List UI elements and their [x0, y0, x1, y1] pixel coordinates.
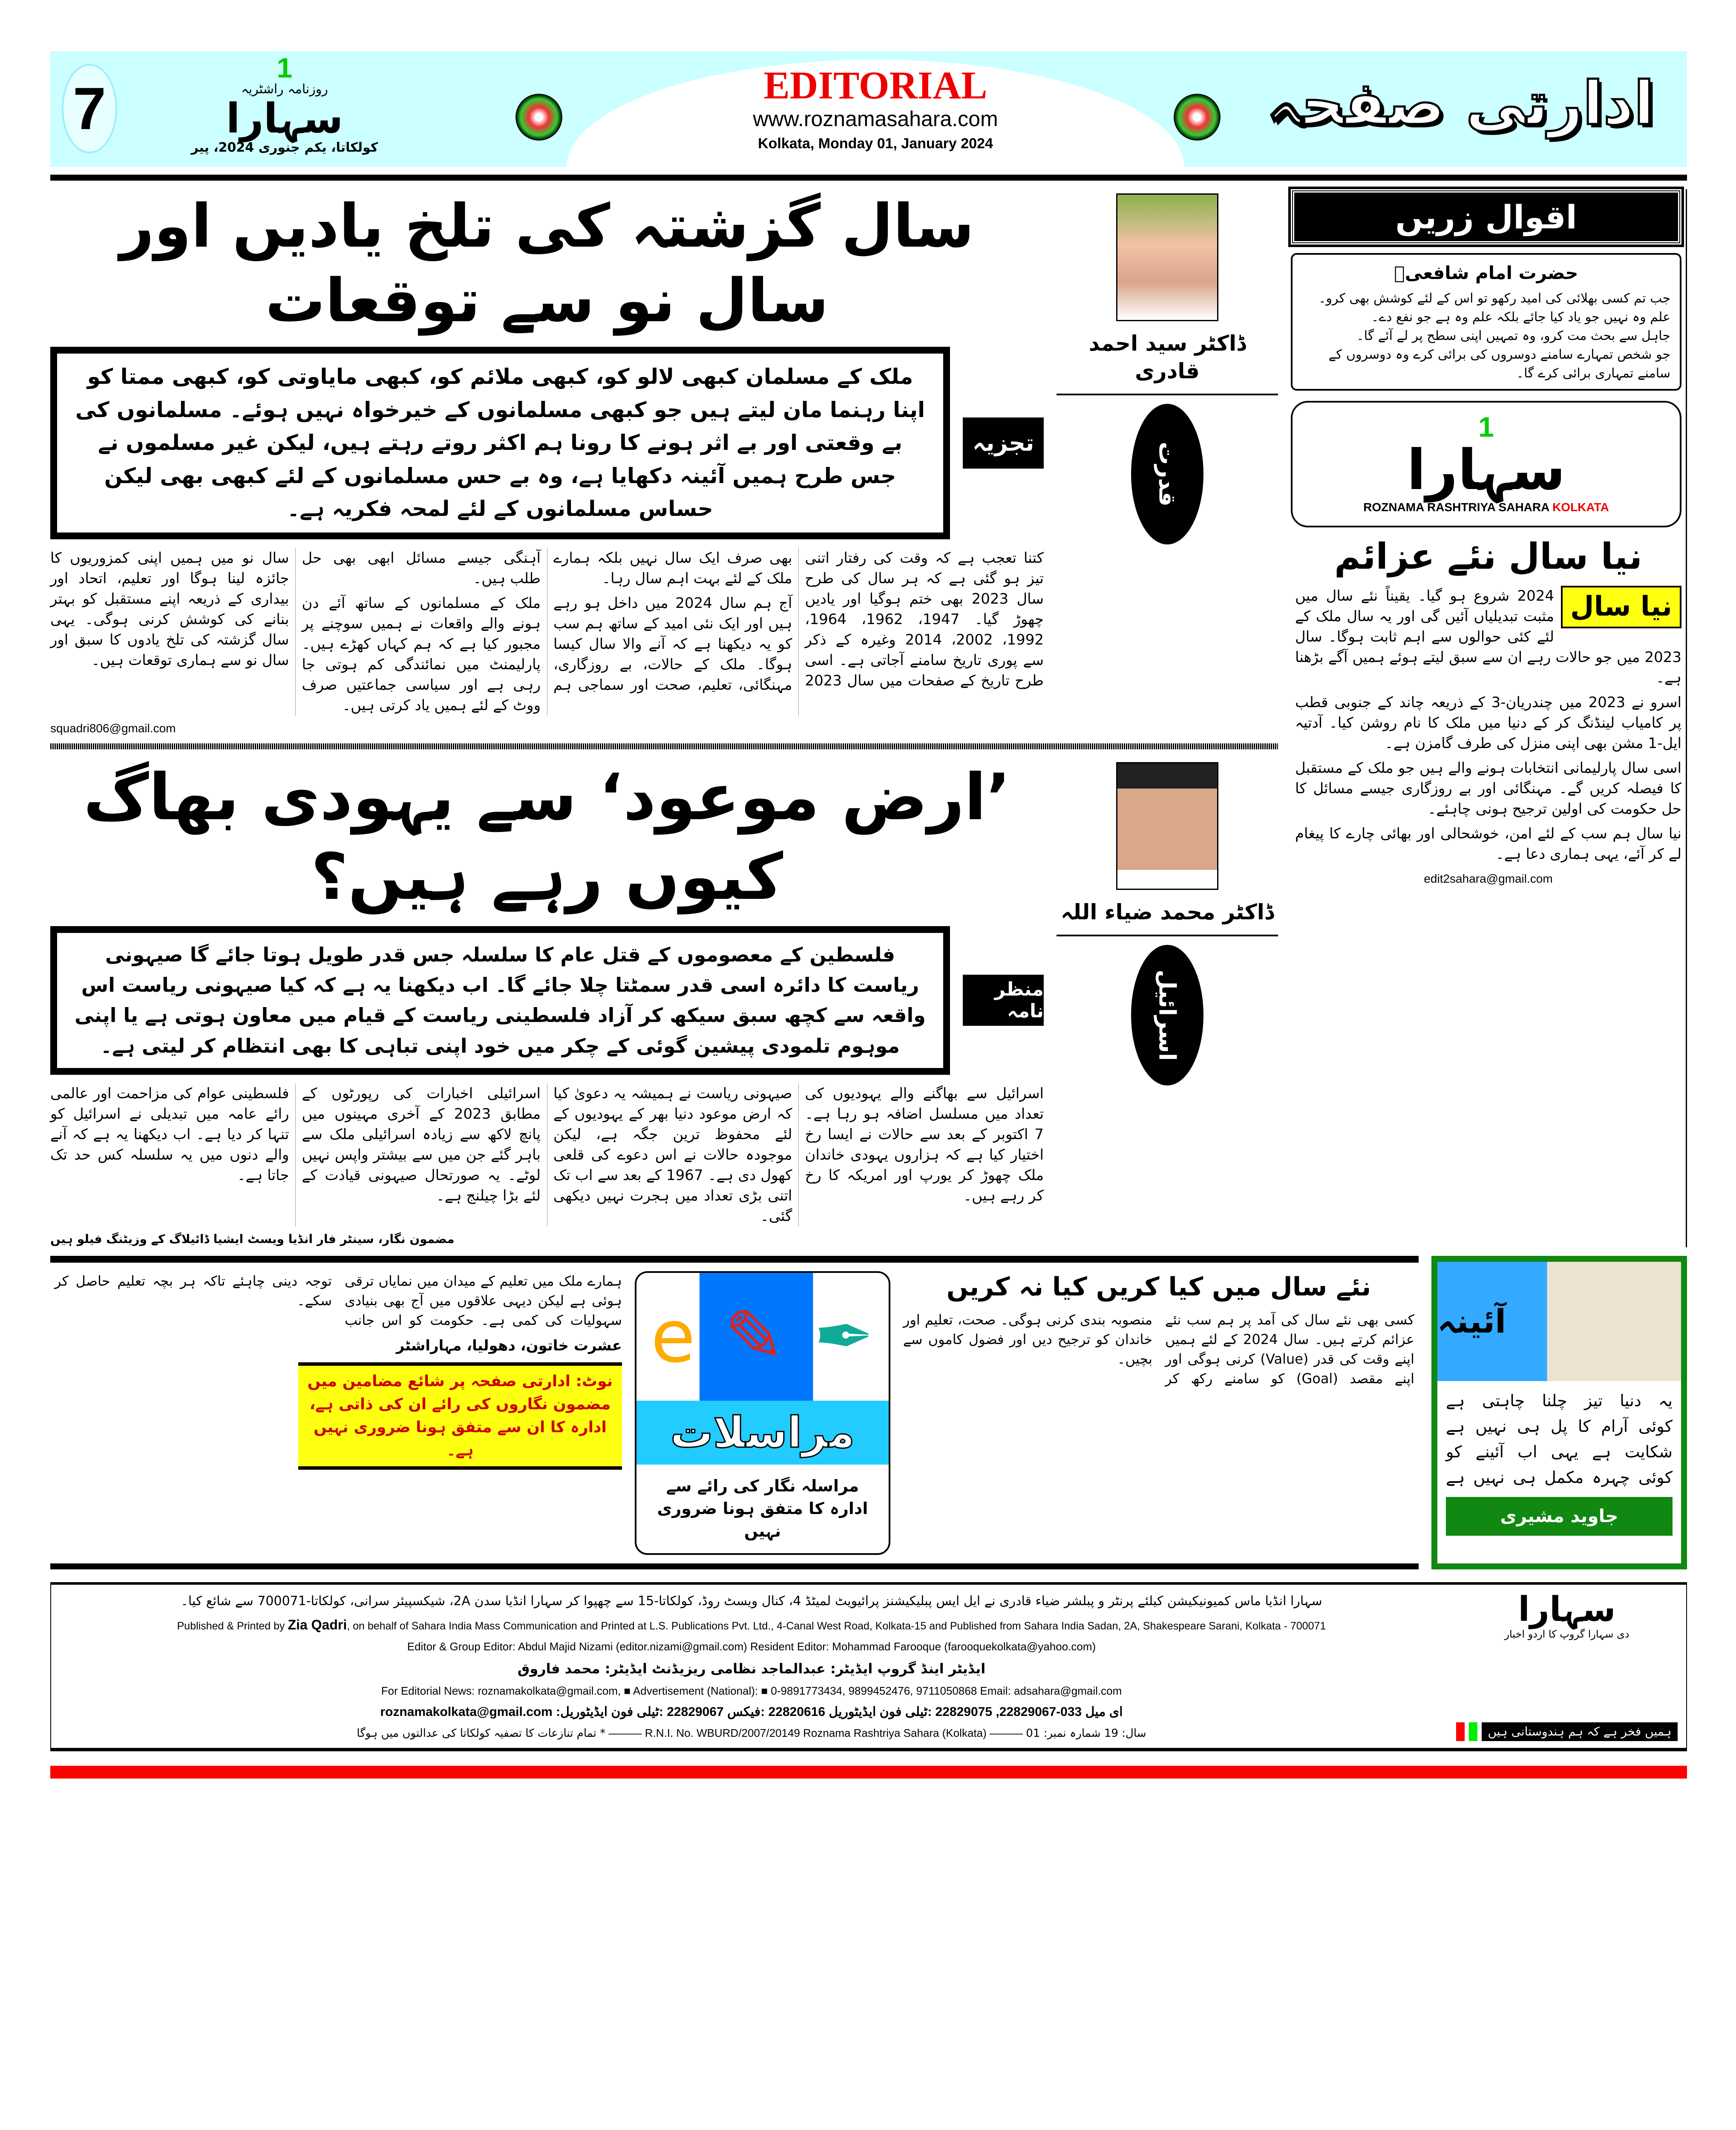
poet-photo [1437, 1262, 1681, 1381]
paragraph: ملک کے مسلمانوں کے ساتھ آئے دن ہونے والے واقعات نے ہمیں سوچنے پر مجبور کیا ہے کہ ہم کہاں کھڑے ہیں۔ پارلیمنٹ میں نمائندگی کم ہوتی جا رہی ہے اور سیاسی جماعتیں صرف ووٹ کے لئے ہمیں یاد کرتی ہیں۔ [302, 594, 541, 714]
flag-stripe [1469, 1722, 1477, 1741]
editorial-body [1291, 586, 1686, 864]
poet-name: جاوید مشیری [1446, 1497, 1673, 1536]
starburst-icon [515, 94, 562, 141]
letters-illustration [636, 1273, 889, 1401]
urdu-date: کولکاتا، یکم جنوری 2024، پیر [191, 140, 378, 155]
article2 [50, 758, 1278, 1247]
tagline: ہمیں فخر ہے کہ ہم ہندوستانی ہیں [1482, 1722, 1678, 1741]
article1-headline: سال گزشتہ کی تلخ یادیں اور سال نو سے توقعات [120, 192, 974, 336]
author-name: ڈاکٹر محمد ضیاء اللہ [1060, 899, 1274, 924]
resolutions-body [903, 1310, 1414, 1388]
logo-tagline: روزنامہ راشٹریہ [241, 82, 328, 97]
article1 [50, 189, 1278, 737]
browser-icon: e [651, 1295, 696, 1379]
letters-column [55, 1271, 622, 1555]
author-column [1057, 189, 1278, 737]
quote-item: جب تم کسی بھلائی کی امید رکھو تو اس کے لئے کوشش بھی کرو۔ [1318, 291, 1670, 306]
editorial-note: نوٹ: ادارتی صفحہ پر شائع مضامین میں مضمون نگاروں کی رائے ان کی ذاتی ہے، ادارہ کا ان سے متفق ہونا ضروری نہیں ہے۔ [298, 1362, 622, 1470]
editorial-email[interactable]: edit2sahara@gmail.com [1424, 872, 1553, 886]
poem [1437, 1381, 1681, 1497]
flag-stripe [1456, 1722, 1465, 1741]
resolutions-article [903, 1271, 1414, 1555]
author-column [1057, 758, 1278, 1247]
paragraph: 2024 شروع ہو گیا۔ یقیناً نئے سال میں مثبت تبدیلیاں آئیں گی اور یہ سال ملک کے لئے کئی حوالوں سے اہم ثابت ہوگا۔ سال 2023 میں جو حالات رہے ان سے سبق لیتے ہوئے ہمیں آگے بڑھنا ہے۔ [1295, 587, 1681, 687]
article2-main [50, 758, 1044, 1247]
logo-city: KOLKATA [1552, 501, 1609, 514]
letters-box [635, 1271, 890, 1555]
logo-name: سہارا [226, 95, 343, 142]
quotes-title: اقوال زریں [1291, 189, 1681, 245]
anniversary-mark: 1 [276, 52, 293, 83]
content-grid [50, 189, 1687, 1247]
paragraph: کتنا تعجب ہے کہ وقت کی رفتار اتنی تیز ہو گئی ہے کہ ہر سال کی طرح سال 2023 بھی ختم ہوگیا اور یادیں چھوڑ گیا۔ 1947، 1962، 1964، 1992، 2002، 2014 وغیرہ کے ذکر سے پوری تاریخ سامنے آجاتی ہے۔ اسی طرح تاریخ کے صفحات میں سال 2023 بھی صرف ایک سال نہیں بلکہ ہمارے ملک کے لئے بہت اہم سال رہا۔ [553, 549, 1044, 689]
poem-line: یہ دنیا تیز چلنا چاہتی ہے [1446, 1391, 1673, 1410]
sahara-logo [165, 54, 404, 155]
author-photo [1116, 762, 1218, 890]
author-note: مضمون نگار، سینٹر فار انڈیا ویسٹ ایشیا ڈائیلاگ کے وزیٹنگ فیلو ہیں [50, 1232, 455, 1246]
dateline: Kolkata, Monday 01, January 2024 [758, 135, 993, 152]
aina-title: آئینہ [1437, 1302, 1506, 1340]
pride-banner [1456, 1722, 1678, 1741]
article2-headline: ’ارض موعود‘ سے یہودی بھاگ کیوں رہے ہیں؟ [83, 760, 1011, 915]
author-photo [1116, 193, 1218, 321]
masthead [50, 51, 1687, 167]
imprint-lines [60, 1592, 1443, 1741]
author-name: ڈاکٹر سید احمد قادری [1088, 331, 1246, 383]
page-number: 7 [62, 64, 117, 153]
letters-body [55, 1271, 622, 1330]
footer-logo-column [1456, 1589, 1678, 1741]
letters-title: مراسلات [636, 1401, 889, 1465]
poem-line: کوئی آرام کا پل ہی نہیں ہے [1446, 1417, 1673, 1436]
publisher-name: Zia Qadri [288, 1617, 347, 1632]
paragraph: اسرو نے 2023 میں چندریان-3 کے ذریعہ چاند کے جنوبی قطب پر کامیاب لینڈنگ کر کے دنیا میں ملک کا نام روشن کیا۔ آدتیہ ایل-1 مشن بھی اپنی منزل کی طرف گامزن ہے۔ [1295, 694, 1681, 752]
rni-number: R.N.I. No. WBURD/2007/20149 Roznama Rashtriya Sahara (Kolkata) [645, 1727, 987, 1740]
rni-line: * تمام تنازعات کا تصفیہ کولکاتا کی عدالتوں میں ہوگا ——— R.N.I. No. WBURD/2007/20149 Roznama Rashtriya Sahara (Kolkata) ——— سال: 19 شمارہ نمبر: 01 [60, 1726, 1443, 1741]
bottom-section [50, 1256, 1687, 1569]
publisher-address: , on behalf of Sahara India Mass Communication and Printed at L.S. Publications Pvt. Ltd., 4-Canal West Road, Kolkata-15 and Published from Sahara India Sadan, 2A, Shakespeare Sarani, Kolkata - 700071 [347, 1620, 1326, 1632]
editor-line: Editor & Group Editor: Abdul Majid Nizami (editor.nizami@gmail.com) Resident Editor: Mohammad Farooque (farooquekolkata@yahoo.com) [407, 1640, 1096, 1653]
poem-line: کوئی چہرہ مکمل ہی نہیں ہے [1446, 1468, 1673, 1487]
paragraph: آج ہم سال 2024 میں داخل ہو رہے ہیں اور ایک نئی امید کے ساتھ ہم سب کو یہ دیکھنا ہے کہ آنے والا سال کیسا ہوگا۔ ملک کے حالات، بے روزگاری، مہنگائی، تعلیم، صحت اور سماجی ہم آہنگی جیسے مسائل ابھی بھی حل طلب ہیں۔ [302, 549, 792, 694]
bottom-bar [50, 1766, 1687, 1779]
lead-row [50, 926, 1044, 1075]
paragraph: ہمارے ملک میں تعلیم کے میدان میں نمایاں ترقی ہوئی ہے لیکن دیہی علاقوں میں آج بھی بنیادی سہولیات کی کمی ہے۔ حکومت کو اس جانب توجہ دینی چاہئے تاکہ ہر بچہ تعلیم حاصل کر سکے۔ [55, 1273, 622, 1329]
paragraph: اسرائیلی اخبارات کی رپورٹوں کے مطابق 2023 کے آخری مہینوں میں پانچ لاکھ سے زیادہ اسرائیلی ملک سے باہر گئے جن میں سے بیشتر واپس نہیں لوٹے۔ یہ صورتحال صیہونی قیادت کے لئے بڑا چیلنج ہے۔ [302, 1085, 541, 1204]
section-label: منظر نامہ [963, 975, 1044, 1026]
divider [1057, 935, 1278, 936]
paragraph: کسی بھی نئے سال کی آمد پر ہم سب نئے عزائم کرتے ہیں۔ سال 2024 کے لئے ہمیں اپنے وقت کی قدر (Value) کرنی ہوگی اور اپنے مقصد (Goal) کو سامنے رکھ کر منصوبہ بندی کرنی ہوگی۔ صحت، تعلیم اور خاندان کو ترجیح دیں اور فضول کاموں سے بچیں۔ [903, 1312, 1415, 1387]
logo-caption: دی سہارا گروپ کا اردو اخبار [1504, 1628, 1629, 1640]
imprint [50, 1582, 1687, 1752]
starburst-icon [1174, 94, 1221, 141]
legal-note: * تمام تنازعات کا تصفیہ کولکاتا کی عدالتوں میں ہوگا [357, 1727, 606, 1740]
quote-item: علم وہ نہیں جو یاد کیا جائے بلکہ علم وہ ہے جو نفع دے۔ [1371, 309, 1670, 325]
pen-icon: ✎ [724, 1295, 785, 1379]
paragraph: نیا سال ہم سب کے لئے امن، خوشحالی اور بھائی چارے کا پیغام لے کر آئے، یہی ہماری دعا ہے۔ [1295, 825, 1681, 863]
editorial-title: نیا سال نئے عزائم [1334, 535, 1643, 578]
quote-item: جو شخص تمہارے سامنے دوسروں کی برائی کرے وہ دوسروں کے سامنے تمہاری برائی کرے گا۔ [1328, 347, 1670, 381]
pull-quote: فلسطین کے معصوموں کے قتل عام کا سلسلہ جس قدر طویل ہوتا جائے گا صیہونی ریاست کا دائرہ اسی قدر سمٹتا چلا جائے گا۔ اب دیکھنا یہ ہے کہ کیا صیہونی ریاست اس واقعہ سے کچھ سبق سیکھ کر آزاد فلسطینی ریاست کے قیام میں معاون ہوتی ہے یا اپنی موہوم تلمودی پیشین گوئی کے چکر میں خود اپنی تباہی کا بھی انتظام کر لیتی ہے۔ [50, 926, 950, 1075]
sidebar [1291, 189, 1687, 1247]
page-title-urdu: ادارتی صفحہ [1266, 69, 1655, 138]
divider [1057, 394, 1278, 395]
side-label: اسرائیل [1131, 945, 1203, 1085]
poem-line: شکایت ہے یہی اب آئینے کو [1446, 1442, 1673, 1462]
divider [50, 743, 1278, 749]
letters-disclaimer: مراسلہ نگار کی رائے سے ادارہ کا متفق ہونا ضروری نہیں [657, 1477, 868, 1541]
published-by [60, 1616, 1443, 1634]
section-label: تجزیہ [963, 417, 1044, 469]
article1-main [50, 189, 1044, 737]
paragraph: اسرائیل سے بھاگنے والے یہودیوں کی تعداد میں مسلسل اضافہ ہو رہا ہے۔ 7 اکتوبر کے بعد سے حالات نے ایسا رخ اختیار کیا ہے کہ ہزاروں یہودی خاندان ملک چھوڑ کر یورپ اور امریکہ کا رخ کر رہے ہیں۔ [805, 1085, 1044, 1204]
divider [50, 175, 1687, 181]
logo-english: ROZNAMA RASHTRIYA SAHARA [1363, 501, 1549, 514]
paragraph: سال نو میں ہمیں اپنی کمزوریوں کا جائزہ لینا ہوگا اور تعلیم، اتحاد اور بیداری کے ذریعہ اپنے مستقبل کو بہتر بنانے کی کوشش کرنی ہوگی۔ یہی سال گزشتہ کی تلخ یادوں کا سبق اور سال نو سے ہماری توقعات ہیں۔ [50, 549, 289, 669]
sahara-logo-box [1291, 401, 1681, 528]
letter-author: عشرت خاتون، دھولیا، مہاراشٹر [396, 1337, 622, 1355]
anniversary-mark: 1 [1478, 411, 1494, 443]
footer-logo [1504, 1589, 1629, 1642]
editorial-banner [641, 64, 1110, 152]
lead-row [50, 347, 1044, 539]
urdu-imprint: سہارا انڈیا ماس کمیونیکیشن کیلئے پرنٹر و پبلشر ضیاء قادری نے ایل ایس پبلیکیشنز پرائیویٹ لمیٹڈ 4، کنال ویسٹ روڈ، کولکاتا-15 سے چھپوا کر سہارا انڈیا سدن 2A، شیکسپیئر سرانی، کولکاتا-700071 سے شائع کیا۔ [181, 1593, 1322, 1609]
quill-icon: ✒ [813, 1295, 875, 1379]
quotes-box [1291, 253, 1681, 391]
website-link[interactable]: www.roznamasahara.com [753, 107, 998, 131]
quote-item: جاہل سے بحث مت کرو، وہ تمہیں اپنی سطح پر لے آئے گا۔ [1356, 328, 1670, 343]
article2-body [50, 1083, 1044, 1226]
side-label: قدرت [1131, 404, 1203, 544]
logo-name: سہارا [1407, 437, 1566, 502]
author-email[interactable]: squadri806@gmail.com [50, 721, 176, 735]
bottom-articles [50, 1256, 1419, 1569]
editorial-tag: نیا سال [1561, 586, 1681, 628]
paragraph: صیہونی ریاست نے ہمیشہ یہ دعویٰ کیا کہ ارض موعود دنیا بھر کے یہودیوں کے لئے محفوظ ترین جگہ ہے، لیکن موجودہ حالات نے اس دعوے کی قلعی کھول دی ہے۔ 1967 کے بعد سے اب تک اتنی بڑی تعداد میں ہجرت نہیں دیکھی گئی۔ [553, 1085, 792, 1225]
issue-number: سال: 19 شمارہ نمبر: 01 [1026, 1727, 1146, 1740]
published-by-label: Published & Printed by [177, 1620, 285, 1632]
quotes-author: حضرت امام شافعیؒ [1394, 262, 1578, 283]
main-articles [50, 189, 1278, 1247]
aina-box [1431, 1256, 1687, 1569]
contact-line: For Editorial News: roznamakolkata@gmail.com, ■ Advertisement (National): ■ 0-9891773434, 9899452476, 9711050868 Email: adsahara@gmail.com [381, 1684, 1122, 1697]
section-title: EDITORIAL [763, 63, 987, 107]
phone-line: roznamakolkata@gmail.com :ای میل 033-22829067, 22829075 :ٹیلی فون ایڈیٹوریل 22820616 :فیکس 22829067 :ٹیلی فون ایڈیٹوریل [380, 1704, 1123, 1719]
paragraph: اسی سال پارلیمانی انتخابات ہونے والے ہیں جو ملک کے مستقبل کا فیصلہ کریں گے۔ مہنگائی اور بے روزگاری جیسے مسائل کا حل حکومت کی اولین ترجیح ہونی چاہئے۔ [1295, 760, 1681, 818]
logo-name: سہارا [1518, 1589, 1616, 1629]
paragraph: فلسطینی عوام کی مزاحمت اور عالمی رائے عامہ میں تبدیلی نے اسرائیل کو تنہا کر دیا ہے۔ اب دیکھنا یہ ہے کہ آنے والے دنوں میں یہ سلسلہ کس حد تک جاتا ہے۔ [50, 1085, 289, 1184]
pull-quote: ملک کے مسلمان کبھی لالو کو، کبھی ملائم کو، کبھی مایاوتی کو، کبھی ممتا کو اپنا رہنما مان لیتے ہیں جو کبھی مسلمانوں کے خیرخواہ نہیں ہوئے۔ مسلمانوں کی بے وقعتی اور بے اثر ہونے کا رونا ہم اکثر روتے رہتے ہیں، لیکن غیر مسلموں نے جس طرح ہمیں آئینہ دکھایا ہے، وہ بے حس مسلمانوں کے لئے کبھی بھی لیکن حساس مسلمانوں کے لئے لمحہ فکریہ ہے۔ [50, 347, 950, 539]
editor-line-urdu: ایڈیٹر اینڈ گروپ ایڈیٹر: عبدالماجد نظامی ریزیڈنٹ ایڈیٹر: محمد فاروق [517, 1660, 986, 1677]
resolutions-title: نئے سال میں کیا کریں کیا نہ کریں [946, 1272, 1371, 1302]
article1-body [50, 548, 1044, 716]
